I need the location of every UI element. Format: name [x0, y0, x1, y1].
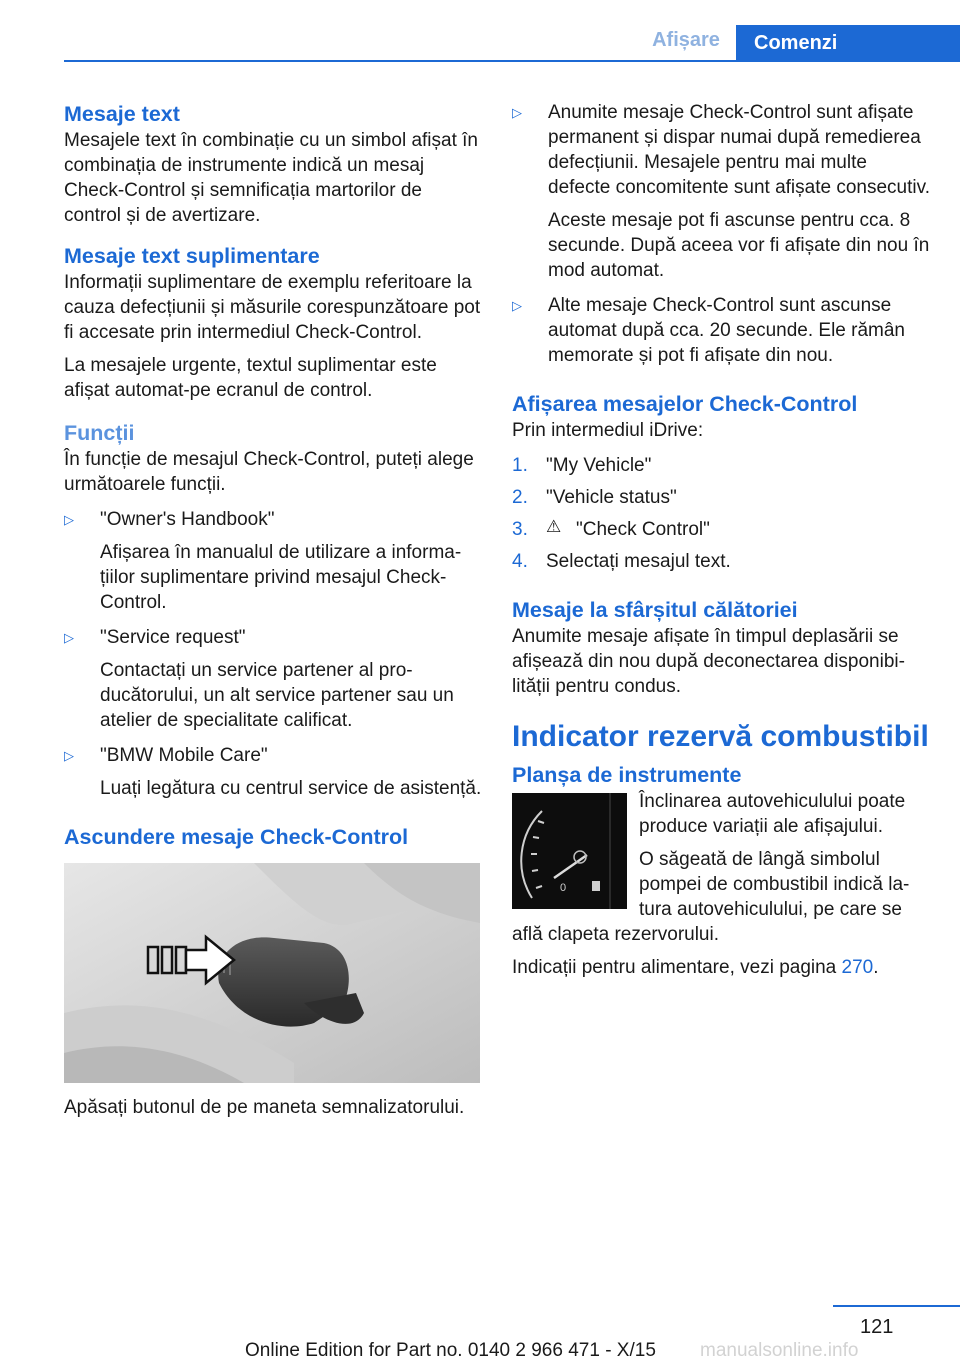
paragraph: La mesajele urgente, textul suplimentar este afișat automat-pe ecranul de control.	[64, 355, 437, 401]
paragraph: Mesajele text în combinație cu un simbol afișat în combinația de instrumente indică un mesaj Check-Control și semnificația martorilor de control și de avertizare.	[64, 130, 478, 226]
page-header	[0, 25, 960, 61]
header-rule	[64, 60, 960, 62]
fuel-gauge-image	[512, 793, 627, 909]
reference-text: Indicații pentru alimentare, vezi pagina	[512, 957, 842, 978]
list-item-title: "Owner's Handbook"	[100, 509, 275, 530]
triangle-bullet-icon: ▷	[512, 105, 522, 120]
section-title-afisarea: Afișarea mesajelor Check-Control	[512, 392, 858, 416]
triangle-bullet-icon: ▷	[64, 630, 74, 645]
watermark: manualsonline.info	[700, 1340, 859, 1361]
reference-suffix: .	[873, 957, 879, 978]
section-title-plansa: Planșa de instrumente	[512, 763, 742, 787]
page-number: 121	[860, 1316, 894, 1338]
section-title-mesaje-suplimentare: Mesaje text suplimentare	[64, 244, 320, 268]
paragraph: O săgeată de lângă simbolul pompei de combustibil indică latura autovehiculului, pe care se află clapeta rezervorului.	[512, 849, 910, 945]
section-title-mesaje-text: Mesaje text	[64, 102, 180, 126]
triangle-bullet-icon: ▷	[64, 748, 74, 763]
paragraph: Prin intermediul iDrive:	[512, 420, 704, 441]
list-item-title: "Service request"	[100, 627, 246, 648]
turn-signal-lever-illustration	[64, 863, 480, 1083]
edition-footer: Online Edition for Part no. 0140 2 966 471 - X/15	[245, 1340, 656, 1361]
list-item-text: Alte mesaje Check-Control sunt ascunse automat după cca. 20 secunde. Ele rămân memorate și pot fi afișate din nou.	[548, 295, 906, 366]
section-title-sfarsit: Mesaje la sfârșitul călătoriei	[512, 598, 798, 622]
paragraph: Înclinarea autovehiculului poate produce variații ale afișajului.	[639, 791, 906, 837]
warning-triangle-icon: ⚠	[546, 517, 562, 536]
step-number: 3.	[512, 519, 528, 540]
step-text: Selectați mesajul text.	[546, 551, 731, 572]
refueling-reference	[512, 955, 930, 980]
numbered-step	[512, 453, 930, 478]
list-item-desc: Afișarea în manualul de utilizare a informațiilor suplimentare privind mesajul Check-Control.	[100, 542, 462, 613]
step-text: "Check Control"	[576, 519, 710, 540]
section-title-functii: Funcții	[64, 421, 135, 445]
numbered-step	[512, 517, 930, 542]
list-item	[64, 743, 482, 801]
list-item	[512, 293, 930, 368]
paragraph: Anumite mesaje afișate în timpul deplasării se afișează din nou după deconectarea disponibilității pentru condus.	[512, 626, 905, 697]
paragraph: Informații suplimentare de exemplu referitoare la cauza defecțiunii și măsurile corespunzătoare pot fi accesate prin intermediul Check-Control.	[64, 272, 481, 343]
triangle-bullet-icon: ▷	[64, 512, 74, 527]
list-item-desc: Contactați un service partener al producătorului, un alt service partener sau un atelier de specialitate calificat.	[100, 660, 454, 731]
list-item-desc: Luați legătura cu centrul service de asistență.	[100, 778, 482, 799]
triangle-bullet-icon: ▷	[512, 298, 522, 313]
list-item	[64, 507, 482, 615]
section-title-ascundere: Ascundere mesaje Check-Control	[64, 825, 409, 849]
step-number: 4.	[512, 551, 528, 572]
step-number: 1.	[512, 455, 528, 476]
paragraph: În funcție de mesajul Check-Control, puteți alege următoarele funcții.	[64, 449, 474, 495]
page-link[interactable]: 270	[841, 957, 874, 978]
step-text: "Vehicle status"	[546, 487, 677, 508]
right-column	[512, 100, 930, 980]
numbered-step	[512, 485, 930, 510]
tab-comenzi[interactable]: Comenzi	[736, 25, 960, 62]
numbered-step	[512, 549, 930, 574]
figure-caption: Apăsați butonul de pe maneta semnalizatorului.	[64, 1097, 465, 1118]
left-column	[64, 100, 482, 1120]
footer-rule	[833, 1305, 960, 1307]
step-number: 2.	[512, 487, 528, 508]
list-item-text: Anumite mesaje Check-Control sunt afișate permanent și dispar numai după remedierea defecțiunii. Mesajele pentru mai multe defecte concomitente sunt afișate consecutiv.	[548, 102, 930, 198]
chapter-title: Indicator rezervă combustibil	[512, 720, 929, 753]
svg-text:0: 0	[560, 882, 567, 894]
list-item-title: "BMW Mobile Care"	[100, 745, 268, 766]
list-item	[64, 625, 482, 733]
tab-afisare[interactable]: Afișare	[652, 29, 720, 51]
list-item	[512, 100, 930, 283]
step-text: "My Vehicle"	[546, 455, 652, 476]
list-item-text: Aceste mesaje pot fi ascunse pentru cca. 8 secunde. După aceea vor fi afișate din nou în mod automat.	[548, 210, 930, 281]
